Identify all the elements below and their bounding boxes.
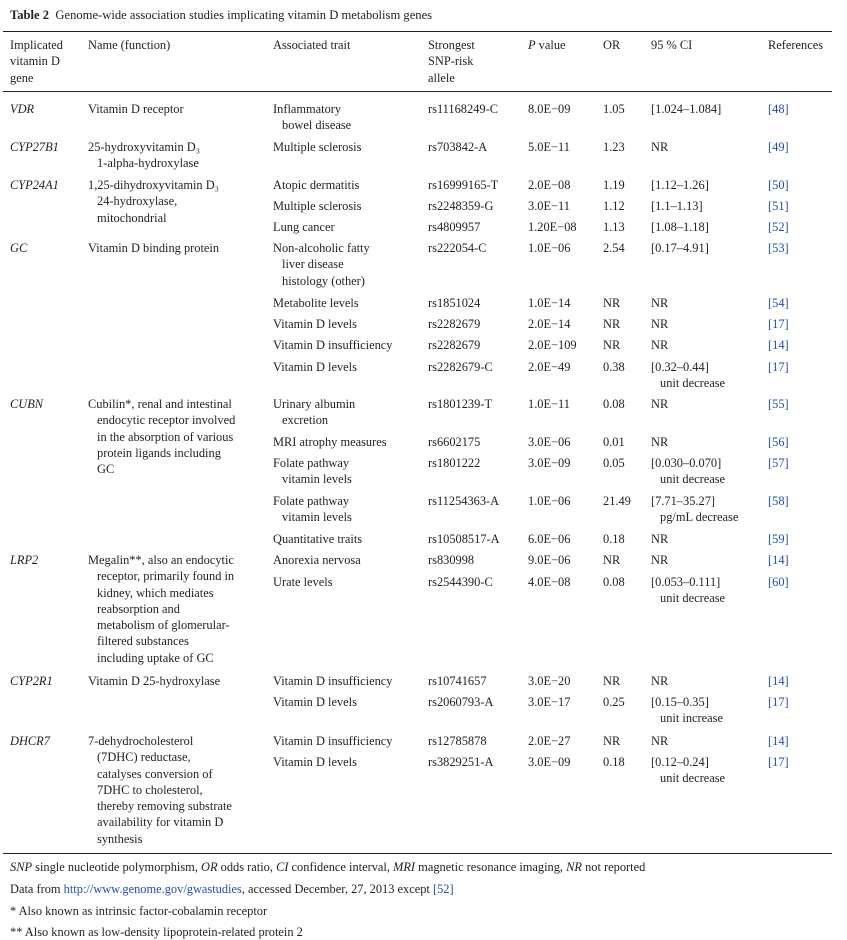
confidence-interval [651, 733, 668, 749]
p-value: 1.0E−06 [528, 241, 571, 255]
odds-ratio: 1.05 [603, 102, 625, 116]
associated-trait [273, 198, 361, 214]
abbrev-definition: single nucleotide polymorphism, [32, 860, 202, 874]
associated-trait [273, 694, 357, 710]
snp-risk-allele: rs703842-A [428, 140, 488, 154]
gene-name-function [88, 177, 219, 226]
confidence-interval [651, 219, 709, 235]
confidence-interval [651, 552, 668, 568]
gene-name-line: synthesis [97, 831, 143, 846]
footnote-megalin: ** Also known as low-density lipoprotein-related protein 2 [10, 925, 303, 939]
ci-line: [0.32–0.44] [651, 360, 709, 374]
snp-risk-allele: rs11254363-A [428, 494, 500, 508]
gene-name-line: including uptake of GC [97, 650, 214, 665]
associated-trait [273, 455, 352, 488]
trait-line: Folate pathway [273, 494, 350, 508]
ci-line: NR [651, 397, 669, 411]
odds-ratio: 2.54 [603, 241, 625, 255]
confidence-interval [651, 316, 668, 332]
gene-name-line: in the absorption of various [97, 429, 234, 444]
confidence-interval [651, 101, 721, 117]
ci-line: NR [651, 140, 669, 154]
ci-line: NR [651, 435, 669, 449]
source-suffix: , accessed December, 27, 2013 except [241, 882, 433, 896]
p-value: 3.0E−20 [528, 674, 571, 688]
snp-risk-allele: rs2060793-A [428, 695, 494, 709]
trait-line: Atopic dermatitis [273, 178, 360, 192]
gene-name-function [88, 552, 234, 666]
associated-trait [273, 177, 359, 193]
gene-name-line: 7-dehydrocholesterol [88, 734, 194, 748]
gene-name-line: (7DHC) reductase, [97, 750, 191, 765]
reference-link[interactable]: [57] [768, 456, 789, 470]
gene-name-line: 7DHC to cholesterol, [97, 782, 203, 797]
trait-line: Multiple sclerosis [273, 140, 362, 154]
abbrev-term: MRI [393, 860, 416, 874]
trait-line: bowel disease [282, 118, 352, 133]
ci-line: NR [651, 553, 669, 567]
abbrev-definition: odds ratio, [217, 860, 277, 874]
ci-line: [1.12–1.26] [651, 178, 709, 192]
p-value: 8.0E−09 [528, 102, 571, 116]
ci-line: [1.08–1.18] [651, 220, 709, 234]
ci-line: [0.15–0.35] [651, 695, 709, 709]
confidence-interval [651, 673, 668, 689]
associated-trait [273, 219, 335, 235]
abbrev-term: NR [566, 860, 582, 874]
gene-name-function [88, 101, 184, 117]
gene-name-line: Vitamin D receptor [88, 102, 184, 116]
associated-trait [273, 493, 352, 526]
abbrev-definition: confidence interval, [288, 860, 394, 874]
reference-link[interactable]: [55] [768, 397, 789, 411]
abbrev-term: CI [276, 860, 289, 874]
snp-risk-allele: rs3829251-A [428, 755, 494, 769]
confidence-interval [651, 359, 725, 392]
header-name: Name (function) [88, 38, 171, 52]
ci-line: [0.17–4.91] [651, 241, 709, 255]
p-value: 2.0E−49 [528, 360, 571, 374]
gene-name-line: receptor, primarily found in [97, 569, 235, 584]
trait-line: Vitamin D insufficiency [273, 338, 393, 352]
associated-trait [273, 552, 361, 568]
associated-trait [273, 673, 392, 689]
reference-link[interactable]: [51] [768, 199, 789, 213]
trait-line: Urinary albumin [273, 397, 356, 411]
trait-line: Inflammatory [273, 102, 342, 116]
associated-trait [273, 316, 357, 332]
p-value: 1.0E−14 [528, 296, 571, 310]
snp-risk-allele: rs2248359-G [428, 199, 494, 213]
odds-ratio: 1.12 [603, 199, 625, 213]
p-value: 4.0E−08 [528, 575, 571, 589]
reference-link[interactable]: [59] [768, 532, 789, 546]
bottom-rule [3, 853, 832, 854]
p-value: 3.0E−17 [528, 695, 571, 709]
confidence-interval [651, 455, 725, 488]
reference-link[interactable]: [14] [768, 734, 789, 748]
reference-link[interactable]: [58] [768, 494, 789, 508]
gene-symbol: CYP24A1 [10, 178, 59, 192]
source-prefix: Data from [10, 882, 64, 896]
ci-line: [0.030–0.070] [651, 456, 722, 470]
snp-risk-allele: rs4809957 [428, 220, 481, 234]
confidence-interval [651, 396, 668, 412]
ci-line: pg/mL decrease [660, 510, 739, 525]
header-p-suffix: value [535, 38, 566, 52]
trait-line: Vitamin D insufficiency [273, 674, 393, 688]
header-p-letter: P [528, 38, 536, 52]
odds-ratio: NR [603, 734, 621, 748]
confidence-interval [651, 337, 668, 353]
ci-line: NR [651, 338, 669, 352]
gene-name-function [88, 139, 200, 172]
gene-name-line: Cubilin*, renal and intestinal [88, 397, 232, 411]
header-gene: Implicated vitamin D gene [10, 38, 63, 85]
gene-name-line: reabsorption and [97, 601, 180, 616]
odds-ratio: 21.49 [603, 494, 631, 508]
table-title: Genome-wide association studies implicating vitamin D metabolism genes [55, 8, 433, 22]
associated-trait [273, 359, 357, 375]
reference-link[interactable]: [17] [768, 755, 789, 769]
odds-ratio: 0.05 [603, 456, 625, 470]
associated-trait [273, 240, 370, 289]
p-value: 2.0E−109 [528, 338, 577, 352]
gene-name-line: GC [97, 462, 115, 477]
ci-line: NR [651, 674, 669, 688]
header-snp: Strongest SNP-risk allele [428, 38, 475, 85]
trait-line: Urate levels [273, 575, 333, 589]
reference-link[interactable]: [49] [768, 140, 789, 154]
gene-name-line: filtered substances [97, 634, 189, 649]
ci-line: unit increase [660, 711, 723, 726]
snp-risk-allele: rs16999165-T [428, 178, 499, 192]
header-trait: Associated trait [273, 38, 351, 52]
associated-trait [273, 101, 351, 134]
gene-name-function [88, 673, 220, 689]
gene-name-line: availability for vitamin D [97, 815, 224, 830]
gene-name-line: 24-hydroxylase, [97, 194, 178, 209]
header-rule [3, 91, 832, 92]
top-rule [3, 31, 832, 32]
p-value: 3.0E−09 [528, 755, 571, 769]
ci-line: [1.1–1.13] [651, 199, 703, 213]
reference-link[interactable]: [14] [768, 338, 789, 352]
abbrev-term: OR [201, 860, 218, 874]
trait-line: vitamin levels [282, 510, 352, 525]
ci-line: NR [651, 296, 669, 310]
gene-name-line: thereby removing substrate [97, 799, 232, 814]
trait-line: liver disease [282, 257, 344, 272]
confidence-interval [651, 240, 709, 256]
gene-name-line: kidney, which mediates [97, 585, 214, 600]
associated-trait [273, 434, 387, 450]
associated-trait [273, 531, 362, 547]
ci-line: NR [651, 734, 669, 748]
odds-ratio: NR [603, 553, 621, 567]
p-value: 3.0E−06 [528, 435, 571, 449]
footnote-abbreviations [10, 859, 645, 875]
p-value: 3.0E−11 [528, 199, 570, 213]
ci-line: unit decrease [660, 472, 726, 487]
header-references: References [768, 38, 824, 52]
trait-line: Multiple sclerosis [273, 199, 362, 213]
confidence-interval [651, 177, 709, 193]
p-value: 1.0E−11 [528, 397, 570, 411]
trait-line: vitamin levels [282, 472, 352, 487]
confidence-interval [651, 694, 723, 727]
table-label: Table 2 [10, 8, 50, 22]
reference-link[interactable]: [17] [768, 360, 789, 374]
confidence-interval [651, 295, 668, 311]
trait-line: Folate pathway [273, 456, 350, 470]
ci-line: [0.053–0.111] [651, 575, 721, 589]
confidence-interval [651, 531, 668, 547]
confidence-interval [651, 574, 725, 607]
odds-ratio: NR [603, 317, 621, 331]
gene-name-line: catalyses conversion of [97, 766, 213, 781]
odds-ratio: 0.18 [603, 755, 625, 769]
gene-name-line: mitochondrial [97, 210, 167, 225]
associated-trait [273, 733, 392, 749]
odds-ratio: 0.01 [603, 435, 625, 449]
p-value: 6.0E−06 [528, 532, 571, 546]
odds-ratio: 1.23 [603, 140, 625, 154]
gene-symbol: CYP2R1 [10, 674, 53, 688]
odds-ratio: 1.13 [603, 220, 625, 234]
abbrev-term: SNP [10, 860, 33, 874]
gene-name-function [88, 396, 235, 477]
odds-ratio: 0.08 [603, 397, 625, 411]
trait-line: excretion [282, 413, 329, 428]
gene-name-line: protein ligands including [97, 445, 221, 460]
p-value: 9.0E−06 [528, 553, 571, 567]
p-value: 3.0E−09 [528, 456, 571, 470]
footnote-cubilin: * Also known as intrinsic factor-cobalamin receptor [10, 904, 268, 918]
gene-symbol: GC [10, 241, 28, 255]
snp-risk-allele: rs830998 [428, 553, 475, 567]
associated-trait [273, 139, 361, 155]
trait-line: Vitamin D levels [273, 360, 357, 374]
confidence-interval [651, 139, 668, 155]
reference-link[interactable]: [54] [768, 296, 789, 310]
ci-line: unit decrease [660, 771, 726, 786]
trait-line: Vitamin D levels [273, 755, 357, 769]
gene-symbol: CUBN [10, 397, 44, 411]
odds-ratio: 1.19 [603, 178, 625, 192]
odds-ratio: NR [603, 674, 621, 688]
gene-symbol: VDR [10, 102, 35, 116]
ci-line: unit decrease [660, 376, 726, 391]
gene-name-line: Vitamin D binding protein [88, 241, 220, 255]
trait-line: Vitamin D levels [273, 317, 357, 331]
gene-name-line: 1,25-dihydroxyvitamin D₃ [88, 178, 219, 192]
header-p-value [528, 37, 566, 53]
ci-line: unit decrease [660, 591, 726, 606]
confidence-interval [651, 493, 738, 526]
associated-trait [273, 396, 355, 429]
reference-link[interactable]: [52] [768, 220, 789, 234]
ci-line: [1.024–1.084] [651, 102, 722, 116]
trait-line: Lung cancer [273, 220, 335, 234]
confidence-interval [651, 434, 668, 450]
snp-risk-allele: rs2282679-C [428, 360, 493, 374]
snp-risk-allele: rs11168249-C [428, 102, 498, 116]
snp-risk-allele: rs2282679 [428, 317, 481, 331]
odds-ratio: 0.38 [603, 360, 625, 374]
gene-name-line: endocytic receptor involved [97, 413, 236, 428]
snp-risk-allele: rs10508517-A [428, 532, 500, 546]
reference-link[interactable]: [56] [768, 435, 789, 449]
gene-symbol: DHCR7 [10, 734, 50, 748]
associated-trait [273, 574, 333, 590]
gene-name-line: Megalin**, also an endocytic [88, 553, 234, 567]
trait-line: Vitamin D insufficiency [273, 734, 393, 748]
p-value: 2.0E−14 [528, 317, 571, 331]
abbrev-definition: magnetic resonance imaging, [415, 860, 567, 874]
p-value: 2.0E−27 [528, 734, 571, 748]
associated-trait [273, 295, 359, 311]
ci-line: NR [651, 317, 669, 331]
gene-symbol: CYP27B1 [10, 140, 59, 154]
reference-link[interactable]: [53] [768, 241, 789, 255]
odds-ratio: 0.18 [603, 532, 625, 546]
reference-link[interactable]: [17] [768, 695, 789, 709]
reference-link[interactable]: [17] [768, 317, 789, 331]
trait-line: histology (other) [282, 273, 365, 288]
p-value: 1.0E−06 [528, 494, 571, 508]
snp-risk-allele: rs10741657 [428, 674, 487, 688]
gene-name-function [88, 240, 219, 256]
odds-ratio: 0.08 [603, 575, 625, 589]
odds-ratio: 0.25 [603, 695, 625, 709]
table-caption [10, 8, 432, 23]
gene-name-line: metabolism of glomerular- [97, 618, 230, 633]
abbrev-definition: not reported [581, 860, 646, 874]
trait-line: Metabolite levels [273, 296, 359, 310]
snp-risk-allele: rs1801222 [428, 456, 481, 470]
trait-line: Quantitative traits [273, 532, 363, 546]
confidence-interval [651, 198, 703, 214]
p-value: 5.0E−11 [528, 140, 570, 154]
reference-link[interactable]: [14] [768, 553, 789, 567]
reference-link[interactable]: [50] [768, 178, 789, 192]
gene-name-line: Vitamin D 25-hydroxylase [88, 674, 221, 688]
header-or: OR [603, 38, 621, 52]
gene-name-line: 25-hydroxyvitamin D₃ [88, 140, 201, 154]
associated-trait [273, 337, 392, 353]
gene-name-function [88, 733, 232, 847]
p-value: 1.20E−08 [528, 220, 577, 234]
odds-ratio: NR [603, 296, 621, 310]
snp-risk-allele: rs2282679 [428, 338, 481, 352]
snp-risk-allele: rs1801239-T [428, 397, 493, 411]
reference-link[interactable]: [14] [768, 674, 789, 688]
ci-line: NR [651, 532, 669, 546]
snp-risk-allele: rs222054-C [428, 241, 487, 255]
trait-line: Vitamin D levels [273, 695, 357, 709]
associated-trait [273, 754, 357, 770]
trait-line: MRI atrophy measures [273, 435, 387, 449]
trait-line: Anorexia nervosa [273, 553, 361, 567]
source-reference-link[interactable]: [52] [432, 882, 454, 896]
gene-name-line: 1-alpha-hydroxylase [97, 156, 199, 171]
snp-risk-allele: rs1851024 [428, 296, 481, 310]
snp-risk-allele: rs6602175 [428, 435, 481, 449]
gwas-catalog-link[interactable]: http://www.genome.gov/gwastudies [63, 882, 242, 896]
footnote-source [10, 881, 454, 897]
snp-risk-allele: rs2544390-C [428, 575, 493, 589]
confidence-interval [651, 754, 725, 787]
p-value: 2.0E−08 [528, 178, 571, 192]
odds-ratio: NR [603, 338, 621, 352]
ci-line: [7.71–35.27] [651, 494, 716, 508]
gene-symbol: LRP2 [10, 553, 39, 567]
trait-line: Non-alcoholic fatty [273, 241, 370, 255]
header-ci: 95 % CI [651, 38, 693, 52]
snp-risk-allele: rs12785878 [428, 734, 487, 748]
reference-link[interactable]: [60] [768, 575, 789, 589]
ci-line: [0.12–0.24] [651, 755, 709, 769]
reference-link[interactable]: [48] [768, 102, 789, 116]
